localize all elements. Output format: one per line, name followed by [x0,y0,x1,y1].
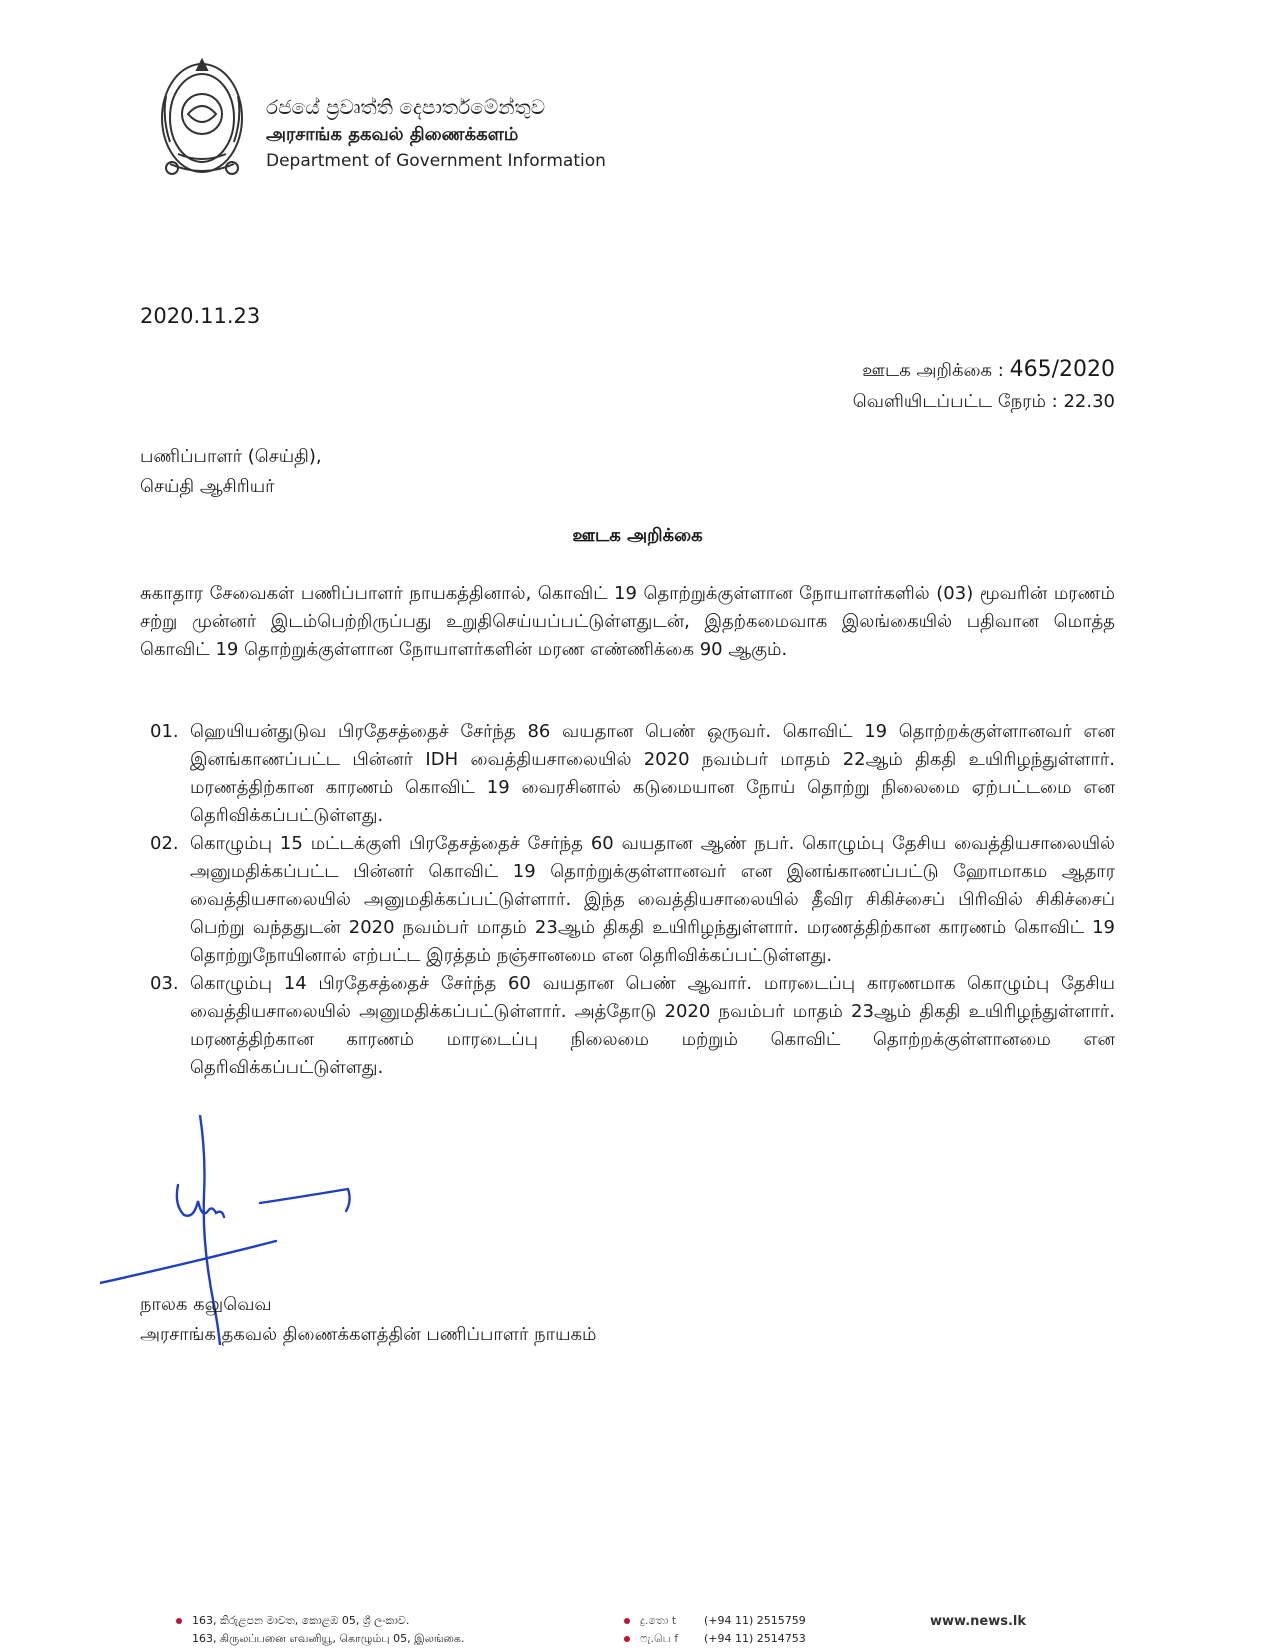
bullet-icon [176,1618,182,1624]
website-link[interactable]: www.news.lk [930,1614,1026,1629]
intro-paragraph: சுகாதார சேவைகள் பணிப்பாளர் நாயகத்தினால், கொவிட் 19 தொற்றுக்குள்ளான நோயாளர்களில் (03) மூவரின் மரணம் சற்று முன்னர் இடம்பெற்றிருப்பது உறுதிசெய்யப்பட்டுள்ளதுடன், இதற்கமைவாக இலங்கையில் பதிவான மொத்த கொவிட் 19 தொற்றுக்குள்ளான நோயாளர்களின் மரண எண்ணிக்கை 90 ஆகும். [140,583,1115,660]
letterhead-sinhala-name: රජයේ ප්‍රවෘත්ති දෙපාර්තමේන්තුව [266,95,546,119]
release-date: 2020.11.23 [140,304,261,328]
letterhead [158,56,678,186]
bullet-spacer [176,1636,182,1642]
list-item-text: ஹெயியன்துடுவ பிரதேசத்தைச் சேர்ந்த 86 வயதான பெண் ஒருவர். கொவிட் 19 தொற்றக்குள்ளானவர் என இனங்காணப்பட்ட பின்னர் IDH வைத்தியசாலையில் 2020 நவம்பர் மாதம் 22ஆம் திகதி உயிரிழந்துள்ளார். மரணத்திற்கான காரணம் கொவிட் 19 வைரசினால் கடுமையான நோய் தொற்று நிலைமை ஏற்பட்டமை என தெரிவிக்கப்பட்டுள்ளது. [190,721,1115,826]
release-meta [853,354,1115,417]
list-item [150,830,1115,970]
recipient-line-2: செய்தி ஆசிரியர் [140,476,275,497]
sri-lanka-emblem-icon [158,56,246,182]
death-list [150,718,1115,1082]
fax-label: ෆැ.பெ f [640,1632,679,1645]
release-number: 465/2020 [1009,357,1115,382]
phone-bullet-icon [624,1618,630,1624]
signatory-title: அரசாங்க தகவல் திணைக்களத்தின் பணிப்பாளர் நாயகம் [140,1324,597,1345]
list-item-number: 03. [150,973,179,994]
address-tamil: 163, கிருலப்பனை எவனியூ, கொழும்பு 05, இலங்கை. [192,1632,465,1645]
release-time: 22.30 [1063,391,1115,412]
document-heading: ஊடக அறிக்கை [572,525,703,546]
phone-number: (+94 11) 2515759 [704,1614,806,1627]
footer-contacts [624,1612,806,1648]
recipient-block [140,442,322,502]
signatory-name: நாலக கலுவெவ [140,1294,272,1315]
fax-bullet-icon [624,1636,630,1642]
footer [0,1612,1275,1650]
list-item-text: கொழும்பு 15 மட்டக்குளி பிரதேசத்தைச் சேர்ந்த 60 வயதான ஆண் நபர். கொழும்பு தேசிய வைத்தியசாலையில் அனுமதிக்கப்பட்ட பின்னர் கொவிட் 19 தொற்றுக்குள்ளானவர் என இனங்காணப்பட்டு ஹோமாகம ஆதார வைத்தியசாலையில் அனுமதிக்கப்பட்டுள்ளார். இந்த வைத்தியசாலையில் தீவிர சிகிச்சைப் பிரிவில் சிகிச்சைப் பெற்று வந்ததுடன் 2020 நவம்பர் மாதம் 23ஆம் திகதி உயிரிழந்துள்ளார். மரணத்திற்கான காரணம் கொவிட் 19 தொற்றுநோயினால் எற்பட்ட இரத்தம் நஞ்சானமை என தெரிவிக்கப்பட்டுள்ளது. [190,833,1115,966]
release-time-label: வெளியிடப்பட்ட நேரம் : [852,391,1058,412]
list-item-text: கொழும்பு 14 பிரதேசத்தைச் சேர்ந்த 60 வயதான பெண் ஆவார். மாரடைப்பு காரணமாக கொழும்பு தேசிய வைத்தியசாலையில் அனுமதிக்கப்பட்டுள்ளார். அத்தோடு 2020 நவம்பர் மாதம் 23ஆம் திகதி உயிரிழந்துள்ளார். மரணத்திற்கான காரணம் மாரடைப்பு நிலைமை மற்றும் கொவிட் தொற்றக்குள்ளானமை என தெரிவிக்கப்பட்டுள்ளது. [190,973,1115,1078]
list-item-number: 01. [150,721,179,742]
address-sinhala: 163, කිරුළපන මාවත, කොළඹ 05, ශ්‍රී ලංකාව. [192,1614,410,1627]
list-item [150,718,1115,830]
release-number-label: ஊடக அறிக்கை : [862,360,1004,381]
letterhead-tamil-name: அரசாங்க தகவல் திணைக்களம் [266,124,519,145]
recipient-line-1: பணிப்பாளர் (செய்தி), [140,446,322,467]
footer-address [176,1612,464,1648]
signatory-block [140,1290,597,1350]
list-item [150,970,1115,1082]
list-item-number: 02. [150,833,179,854]
fax-number: (+94 11) 2514753 [704,1632,806,1645]
phone-label: දු.තො t [640,1614,677,1627]
letterhead-english-name: Department of Government Information [266,151,606,171]
